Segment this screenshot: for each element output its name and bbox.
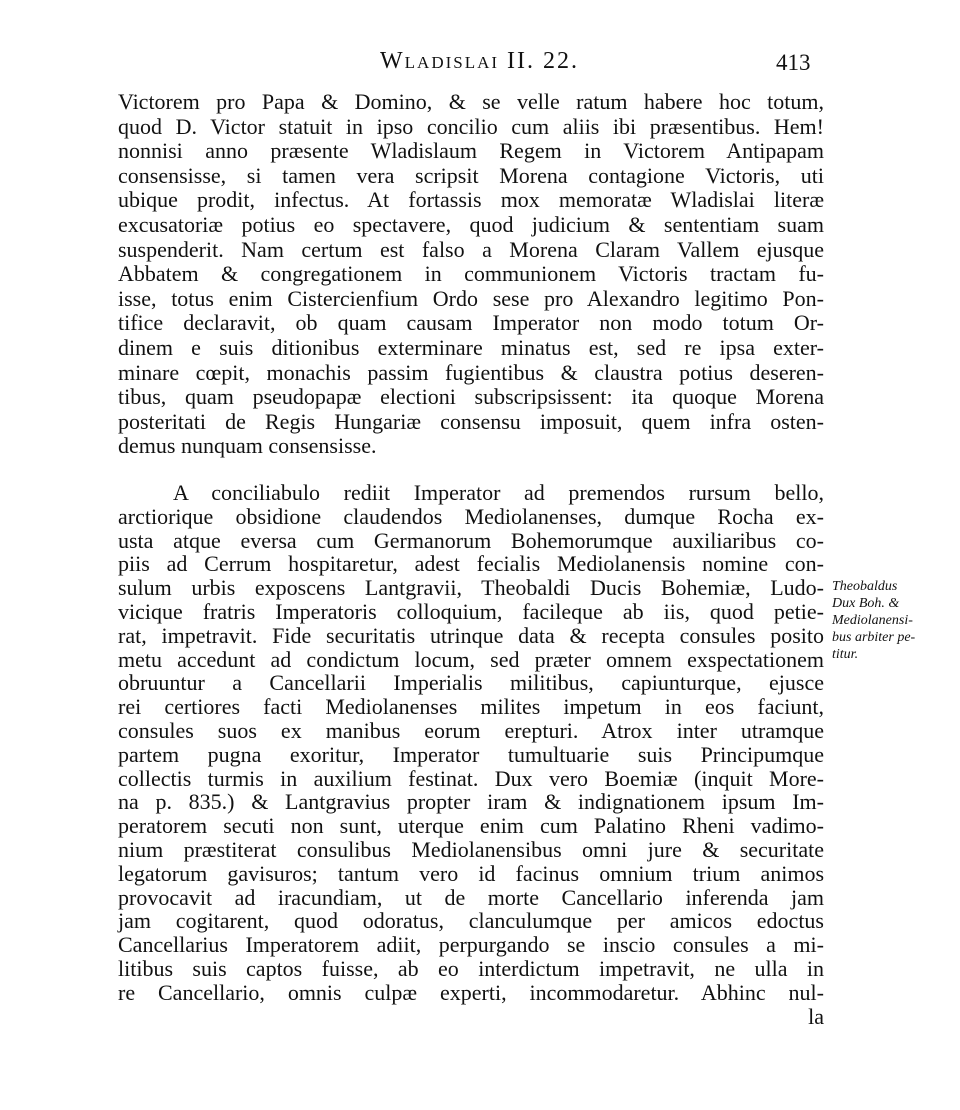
text-line: nonnisi anno præsente Wladislaum Regem in Victorem Antipapam: [118, 138, 824, 164]
text-line: provocavit ad iracundiam, ut de morte Cancellario inferenda jam: [118, 884, 824, 910]
text-line: posteritati de Regis Hungariæ consensu imposuit, quem infra osten-: [118, 408, 824, 434]
text-line: legatorum gavisuros; tantum vero id facinus omnium trium animos: [118, 860, 824, 886]
text-line: nium præstiterat consulibus Mediolanensibus omni jure & securitate: [118, 836, 824, 862]
text-line: litibus suis captos fuisse, ab eo interdictum impetravit, ne ulla in: [118, 955, 824, 981]
text-line: demus nunquam consensisse.: [118, 433, 377, 459]
text-line: Cancellarius Imperatorem adiit, perpurgando se inscio consules a mi-: [118, 932, 824, 958]
text-line: Abbatem & congregationem in communionem Victoris tractam fu-: [118, 261, 824, 287]
text-line: isse, totus enim Cistercienfium Ordo sese pro Alexandro legitimo Pon-: [118, 285, 824, 311]
text-line: partem pugna exoritur, Imperator tumultuarie suis Principumque: [118, 741, 824, 767]
margin-note-line: Theobaldus: [832, 579, 898, 594]
text-line: usta atque eversa cum Germanorum Bohemorumque auxiliaribus co-: [118, 527, 824, 553]
text-line: A conciliabulo rediit Imperator ad premendos rursum bello,: [173, 480, 824, 505]
page-number: 413: [776, 50, 811, 75]
text-line: rat, impetravit. Fide securitatis utrinque data & recepta consules posito: [118, 622, 824, 648]
text-line: rei certiores facti Mediolanenses milites impetum in eos faciunt,: [118, 694, 824, 720]
text-line: piis ad Cerrum hospitaretur, adest fecialis Mediolanensis nomine con-: [118, 551, 824, 577]
margin-note-line: Mediolanensi-: [832, 613, 913, 628]
text-line: tifice declaravit, ob quam causam Imperator non modo totum Or-: [118, 310, 824, 336]
margin-note-line: bus arbiter pe-: [832, 630, 916, 645]
margin-note: [832, 578, 936, 663]
text-line: arctiorique obsidione claudendos Mediolanenses, dumque Rocha ex-: [118, 503, 824, 529]
text-line: dinem e suis ditionibus exterminare minatus est, sed re ipsa exter-: [118, 334, 824, 360]
text-line: Victorem pro Papa & Domino, & se velle ratum habere hoc totum,: [118, 89, 824, 114]
margin-note-line: titur.: [832, 647, 859, 662]
running-header: Wladislai II. 22.: [380, 48, 580, 74]
text-line: obruuntur a Cancellarii Imperialis militibus, capiunturque, ejusce: [118, 670, 824, 696]
catchword: la: [808, 1003, 824, 1029]
text-line: suspenderit. Nam certum est falso a Morena Claram Vallem ejusque: [118, 236, 824, 262]
text-line: jam cogitarent, quod odoratus, clanculumque per amicos edoctus: [118, 908, 824, 934]
text-line: ubique prodit, infectus. At fortassis mox memoratæ Wladislai literæ: [118, 187, 824, 213]
text-line: na p. 835.) & Lantgravius propter iram & indignationem ipsum Im-: [118, 789, 824, 815]
text-line: minare cœpit, monachis passim fugientibus & claustra potius deseren-: [118, 359, 824, 385]
text-line: tibus, quam pseudopapæ electioni subscripsissent: ita quoque Morena: [118, 384, 824, 410]
text-line: metu accedunt ad condictum locum, sed præter omnem exspectationem: [118, 646, 824, 672]
text-line: vicique fratris Imperatoris colloquium, facileque ab iis, quod petie-: [118, 598, 824, 624]
text-line: re Cancellario, omnis culpæ experti, incommodaretur. Abhinc nul-: [118, 979, 824, 1005]
margin-note-line: Dux Boh. &: [832, 596, 900, 611]
paragraph-1: [118, 90, 824, 459]
text-line: quod D. Victor statuit in ipso concilio cum aliis ibi præsentibus. Hem!: [118, 113, 824, 139]
text-line: consules suos ex manibus eorum erepturi. Atrox inter utramque: [118, 717, 824, 743]
text-line: sulum urbis exposcens Lantgravii, Theobaldi Ducis Bohemiæ, Ludo-: [118, 575, 824, 601]
text-line: consensisse, si tamen vera scripsit Morena contagione Victoris, uti: [118, 162, 824, 188]
paragraph-2: [118, 481, 824, 1028]
text-line: peratorem secuti non sunt, uterque enim cum Palatino Rheni vadimo-: [118, 813, 824, 839]
text-line: collectis turmis in auxilium festinat. Dux vero Boemiæ (inquit More-: [118, 765, 824, 791]
text-line: excusatoriæ potius eo spectavere, quod judicium & sententiam suam: [118, 211, 824, 237]
